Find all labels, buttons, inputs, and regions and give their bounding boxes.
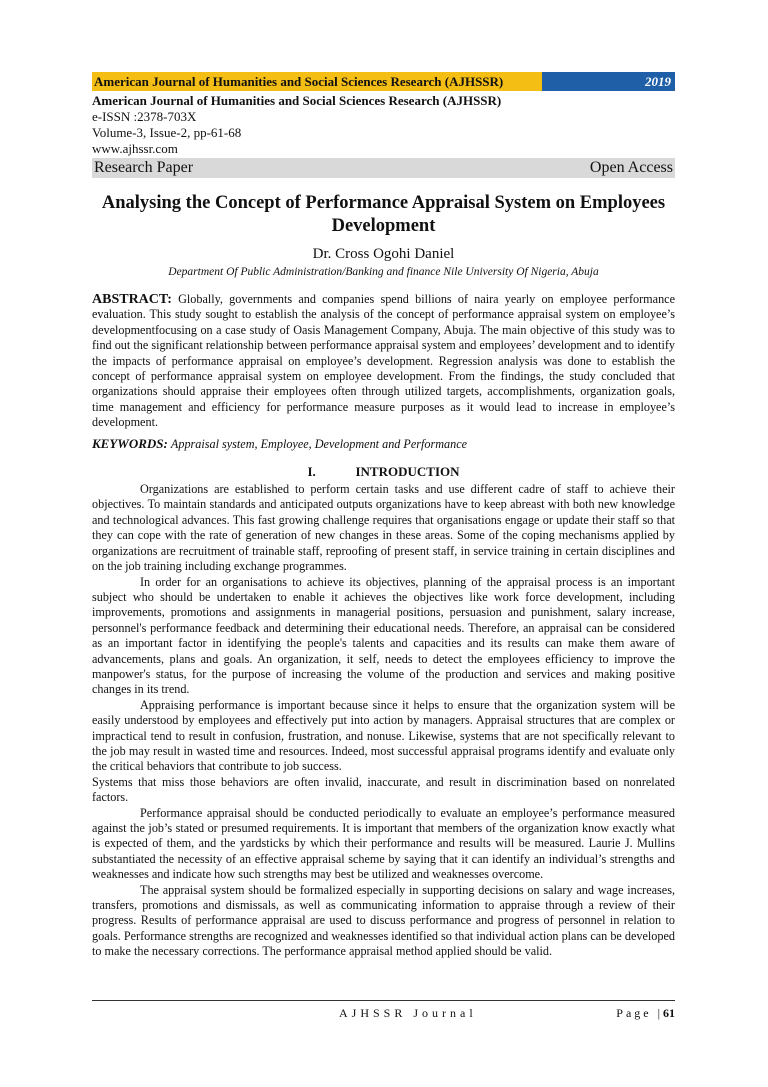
keywords-label: KEYWORDS:	[92, 435, 168, 451]
page-content	[92, 72, 675, 960]
access-type: Open Access	[589, 159, 673, 176]
abstract	[92, 292, 675, 431]
paper-type-bar	[92, 158, 675, 178]
volume-info: Volume-3, Issue-2, pp-61-68	[92, 125, 242, 140]
issn: e-ISSN :2378-703X	[92, 109, 197, 124]
keywords	[92, 436, 675, 452]
author-affiliation: Department Of Public Administration/Banking and finance Nile University Of Nigeria, Abuja	[168, 266, 599, 278]
paragraph: In order for an organisations to achieve its objectives, planning of the appraisal process is an important subject who should be undertaken to enable it achieves the objectives like work force development, including improvements, promotions and assignments in managerial positions, persuasion and punishment, salary increase, personnel's performance feedback and determining their educational needs. Therefore, an appraisal can be considered as an important factor in identifying the people's talents and capacities and its results can make them aware of advancements, plans and goals. An organization, it self, needs to detect the employees efficiency to improve the manpower's status, for the purpose of increasing the volume of the production and services and making positive changes in its trend.	[92, 574, 675, 697]
page-number: 61	[663, 1006, 675, 1020]
journal-header-bar	[92, 72, 675, 91]
section-title: INTRODUCTION	[355, 464, 460, 480]
paragraph: The appraisal system should be formalized especially in supporting decisions on salary and wage increases, transfers, promotions and dismissals, as well as communicating information to appraise through a review of their progress. Results of performance appraisal are used to discuss performance and progress of personnel in relation to goals. Performance strengths are recognized and weaknesses identified so that individual action plans can be developed to make the necessary corrections. The performance appraisal method applied should be valid.	[92, 882, 675, 959]
abstract-text: Globally, governments and companies spend billions of naira yearly on employee performance evaluation. This study sought to establish the analysis of the concept of performance appraisal system on employee’s developmentfocusing on a case study of Oasis Management Company, Abuja. The main objective of this study was to find out the significant relationship between performance appraisal system and employees’ development and to identify the impacts of performance appraisal on employee’s development. Regression analysis was done to establish the concept of performance appraisal system on employee development. From the findings, the study concluded that organizations should appraise their employees often through utilized targets, accomplishments, organization goals, time management and efficiency for performance measure purposes as it would lead to increase in employee’s development.	[92, 292, 675, 430]
journal-name: American Journal of Humanities and Social Sciences Research (AJHSSR)	[92, 93, 502, 108]
page-label: Page |	[616, 1006, 663, 1020]
section-number: I.	[307, 464, 316, 480]
paper-type: Research Paper	[94, 159, 194, 176]
page-footer	[92, 1000, 675, 1020]
website: www.ajhssr.com	[92, 141, 178, 156]
journal-bar-title: American Journal of Humanities and Social Sciences Research (AJHSSR)	[92, 72, 542, 91]
paragraph: Organizations are established to perform certain tasks and use different cadre of staff to achieve their objectives. To maintain standards and anticipated outputs organizations have to keep abreast with both new knowledge and technological advances. This fast growing challenge requires that organisations engage or update their staff so that they can cope with the rate of generation of new changes in these areas. Some of the coping mechanisms applied by organizations are recruitment of trainable staff, reproofing of present staff, in service training in certain disciplines and on the job training including exchange programmes.	[92, 482, 675, 574]
footer-page	[616, 1006, 675, 1021]
paragraph: Performance appraisal should be conducted periodically to evaluate an employee’s performance measured against the job’s stated or presumed requirements. It is important that members of the organization know exactly what is expected of them, and the yardsticks by which their performance and results will be measured. Laurie J. Mullins substantiated the necessity of an effective appraisal scheme by saying that it can identify an individual’s strengths and weaknesses and indicate how such strengths may best be utilized and weaknesses overcome.	[92, 805, 675, 882]
keywords-text: Appraisal system, Employee, Development and Performance	[170, 436, 468, 451]
journal-meta	[92, 93, 675, 157]
abstract-label: ABSTRACT:	[92, 292, 172, 307]
paragraph: Appraising performance is important because since it helps to ensure that the organization system will be easily understood by employees and effectively put into action by managers. Appraisal structures that are complex or impractical tend to result in confusion, frustration, and nonuse. Likewise, systems that are not specifically relevant to the job may result in wasted time and resources. Indeed, most successful appraisal programs identify and evaluate only the critical behaviors that contribute to job success.	[92, 697, 675, 774]
author-name: Dr. Cross Ogohi Daniel	[312, 246, 455, 262]
paragraph: Systems that miss those behaviors are often invalid, inaccurate, and result in discrimination based on nonrelated factors.	[92, 774, 675, 805]
paper-title: Analysing the Concept of Performance Appraisal System on Employees Development	[101, 193, 666, 236]
section-heading	[92, 464, 675, 480]
year-badge: 2019	[542, 72, 675, 91]
footer-journal: AJHSSR Journal	[339, 1006, 477, 1020]
